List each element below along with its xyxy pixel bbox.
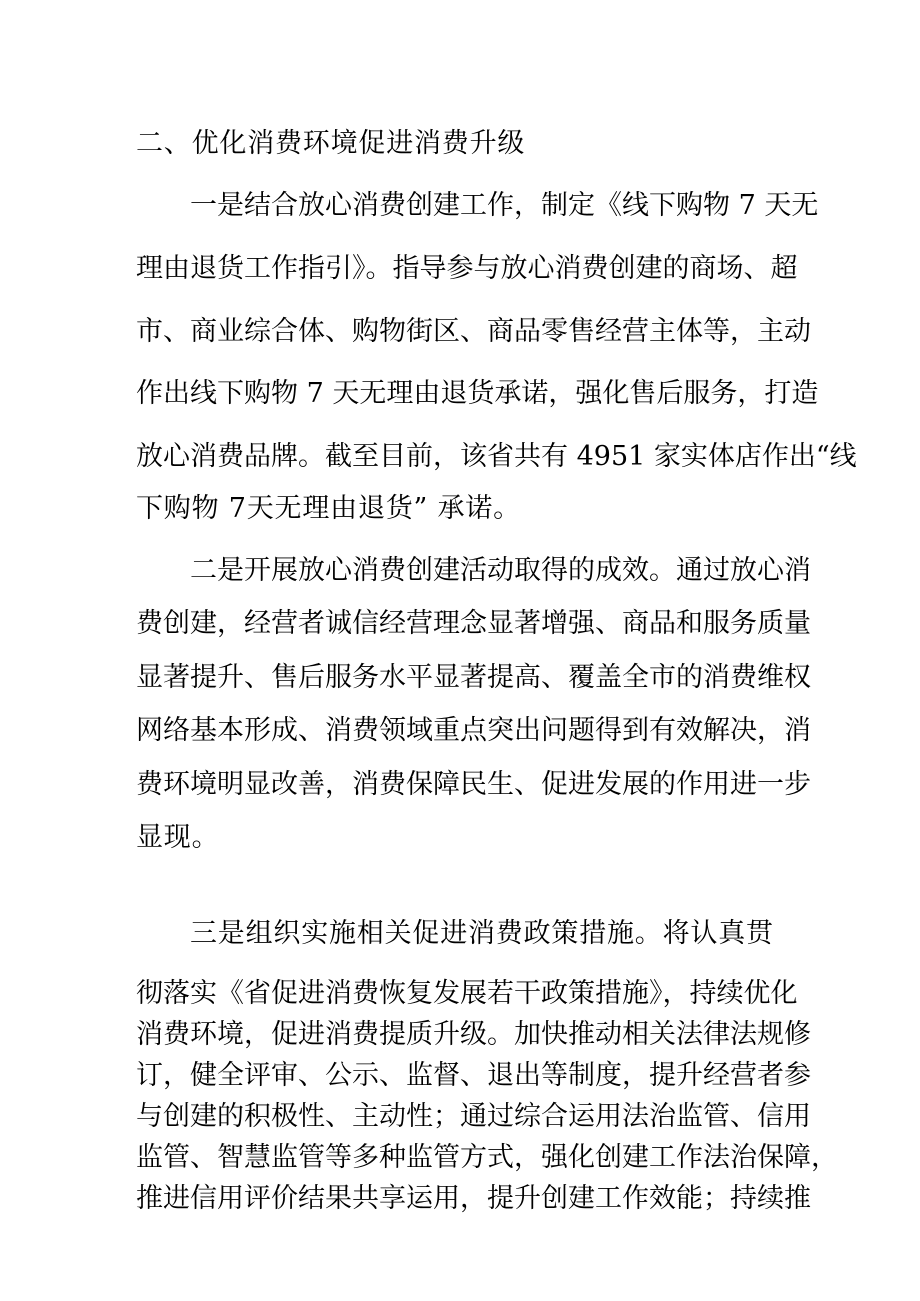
paragraph-1-line-3: 市、商业综合体、购物街区、商品零售经营主体等，主动 [136, 316, 811, 347]
paragraph-3-lead-line: 三是组织实施相关促进消费政策措施。将认真贯 [190, 918, 774, 949]
paragraph-3-line-2: 消费环境，促进消费提质升级。加快推动相关法律法规修 [136, 1019, 811, 1050]
paragraph-1-line-6: 下购物 7天无理由退货” 承诺。 [136, 493, 521, 524]
paragraph-2-line-3: 显著提升、售后服务水平显著提高、覆盖全市的消费维权 [136, 662, 811, 693]
paragraph-3-line-3: 订，健全评审、公示、监督、退出等制度，提升经营者参 [136, 1060, 811, 1091]
paragraph-2-line-1: 二是开展放心消费创建活动取得的成效。通过放心消 [190, 555, 811, 586]
paragraph-1-line-2: 理由退货工作指引》。指导参与放心消费创建的商场、超 [136, 253, 798, 284]
paragraph-3-line-1: 彻落实《省促进消费恢复发展若干政策措施》，持续优化 [136, 978, 798, 1009]
paragraph-2-line-6: 显现。 [136, 822, 220, 853]
paragraph-2-line-4: 网络基本形成、消费领域重点突出问题得到有效解决，消 [136, 715, 811, 746]
paragraph-3-line-5: 监管、智慧监管等多种监管方式，强化创建工作法治保障， [136, 1142, 838, 1173]
paragraph-1-line-1: 一是结合放心消费创建工作，制定《线下购物 7 天无 [190, 190, 819, 221]
paragraph-2-line-5: 费环境明显改善，消费保障民生、促进发展的作用进一步 [136, 769, 811, 800]
section-heading: 二、优化消费环境促进消费升级 [136, 128, 526, 159]
paragraph-1-line-5: 放心消费品牌。截至目前，该省共有 4951 家实体店作出“线 [136, 441, 857, 472]
paragraph-3-line-6: 推进信用评价结果共享运用，提升创建工作效能；持续推 [136, 1183, 811, 1214]
paragraph-1-line-4: 作出线下购物 7 天无理由退货承诺，强化售后服务，打造 [136, 378, 819, 409]
paragraph-3-line-4: 与创建的积极性、主动性；通过综合运用法治监管、信用 [136, 1101, 811, 1132]
paragraph-2-line-2: 费创建，经营者诚信经营理念显著增强、商品和服务质量 [136, 608, 811, 639]
